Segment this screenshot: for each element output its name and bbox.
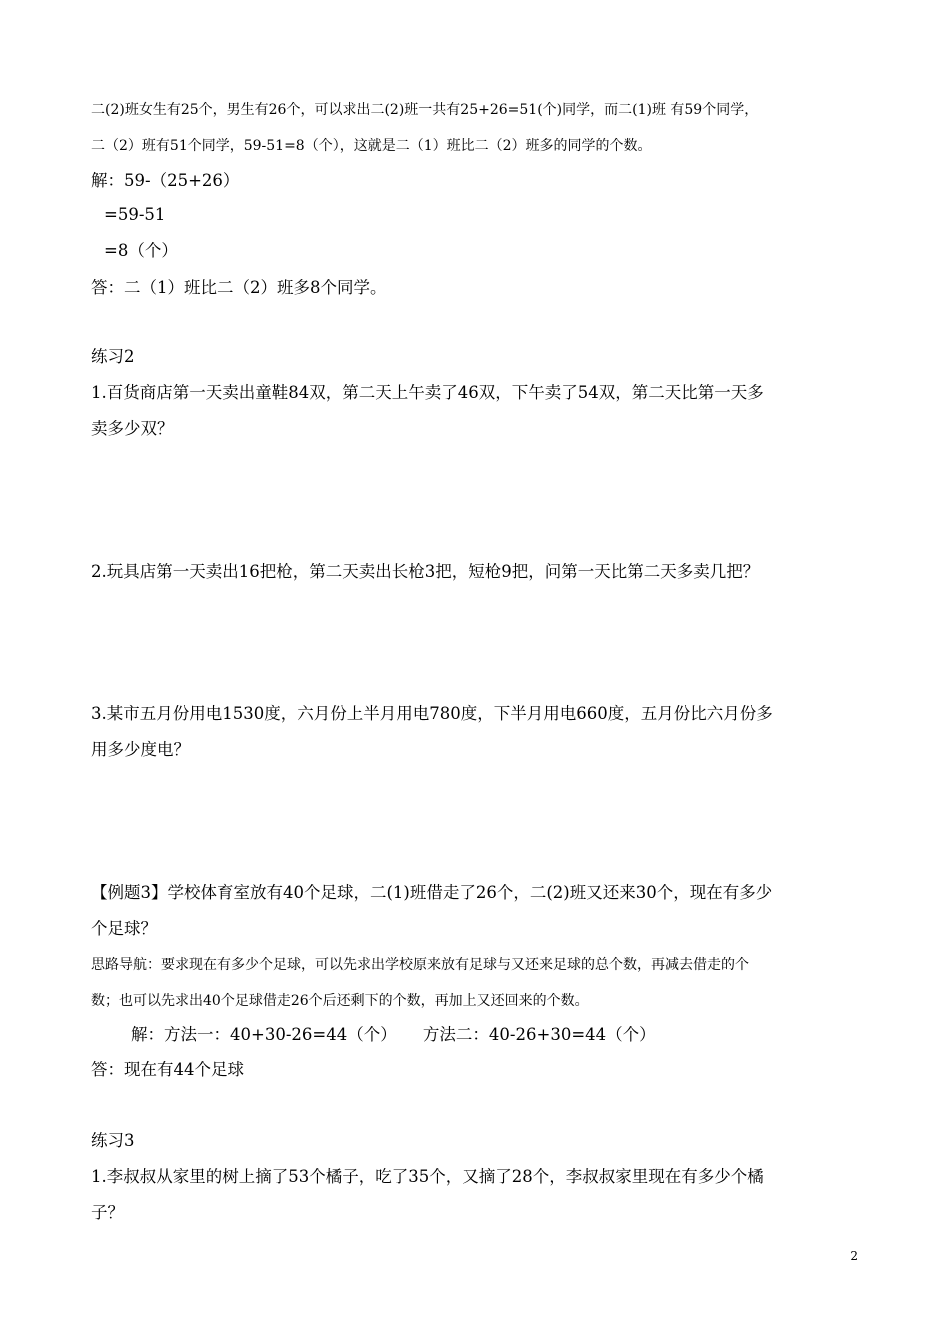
- example-3-solution: 解：方法一：40+30-26=44（个） 方法二：40-26+30=44（个）: [131, 1025, 656, 1044]
- answer-line: 答：二（1）班比二（2）班多8个同学。: [91, 278, 387, 297]
- exercise-2-title: 练习2: [91, 347, 135, 366]
- explanation-line-2: 二（2）班有51个同学，59-51=8（个），这就是二（1）班比二（2）班多的同学的个数。: [91, 138, 652, 154]
- exercise-2-q3-line-2: 用多少度电？: [91, 740, 190, 759]
- example-3-answer: 答：现在有44个足球: [91, 1060, 244, 1079]
- exercise-2-q1-line-2: 卖多少双？: [91, 419, 174, 438]
- exercise-2-q2: 2.玩具店第一天卖出16把枪，第二天卖出长枪3把，短枪9把，问第一天比第二天多卖几把？: [91, 562, 760, 581]
- exercise-3-q1-line-2: 子？: [91, 1203, 124, 1222]
- exercise-3-title: 练习3: [91, 1131, 135, 1150]
- page-number: 2: [850, 1249, 858, 1263]
- guide-line-2: 数；也可以先求出40个足球借走26个后还剩下的个数，再加上又还回来的个数。: [91, 993, 589, 1009]
- solution-line-1: 解：59-（25+26）: [91, 171, 240, 190]
- example-3-line-2: 个足球？: [91, 919, 157, 938]
- solution-line-2: =59-51: [104, 205, 166, 224]
- explanation-line-1: 二(2)班女生有25个，男生有26个，可以求出二(2)班一共有25+26=51(个)同学，而二(1)班 有59个同学，: [91, 102, 759, 118]
- exercise-3-q1-line-1: 1.李叔叔从家里的树上摘了53个橘子，吃了35个，又摘了28个，李叔叔家里现在有多少个橘: [91, 1167, 764, 1186]
- guide-line-1: 思路导航：要求现在有多少个足球，可以先求出学校原来放有足球与又还来足球的总个数，再减去借走的个: [91, 957, 749, 973]
- exercise-2-q1-line-1: 1.百货商店第一天卖出童鞋84双，第二天上午卖了46双，下午卖了54双，第二天比第一天多: [91, 383, 764, 402]
- solution-line-3: =8（个）: [104, 241, 178, 260]
- exercise-2-q3-line-1: 3.某市五月份用电1530度，六月份上半月用电780度，下半月用电660度，五月份比六月份多: [91, 704, 773, 723]
- example-3-line-1: 【例题3】学校体育室放有40个足球，二(1)班借走了26个，二(2)班又还来30个，现在有多少: [91, 883, 773, 902]
